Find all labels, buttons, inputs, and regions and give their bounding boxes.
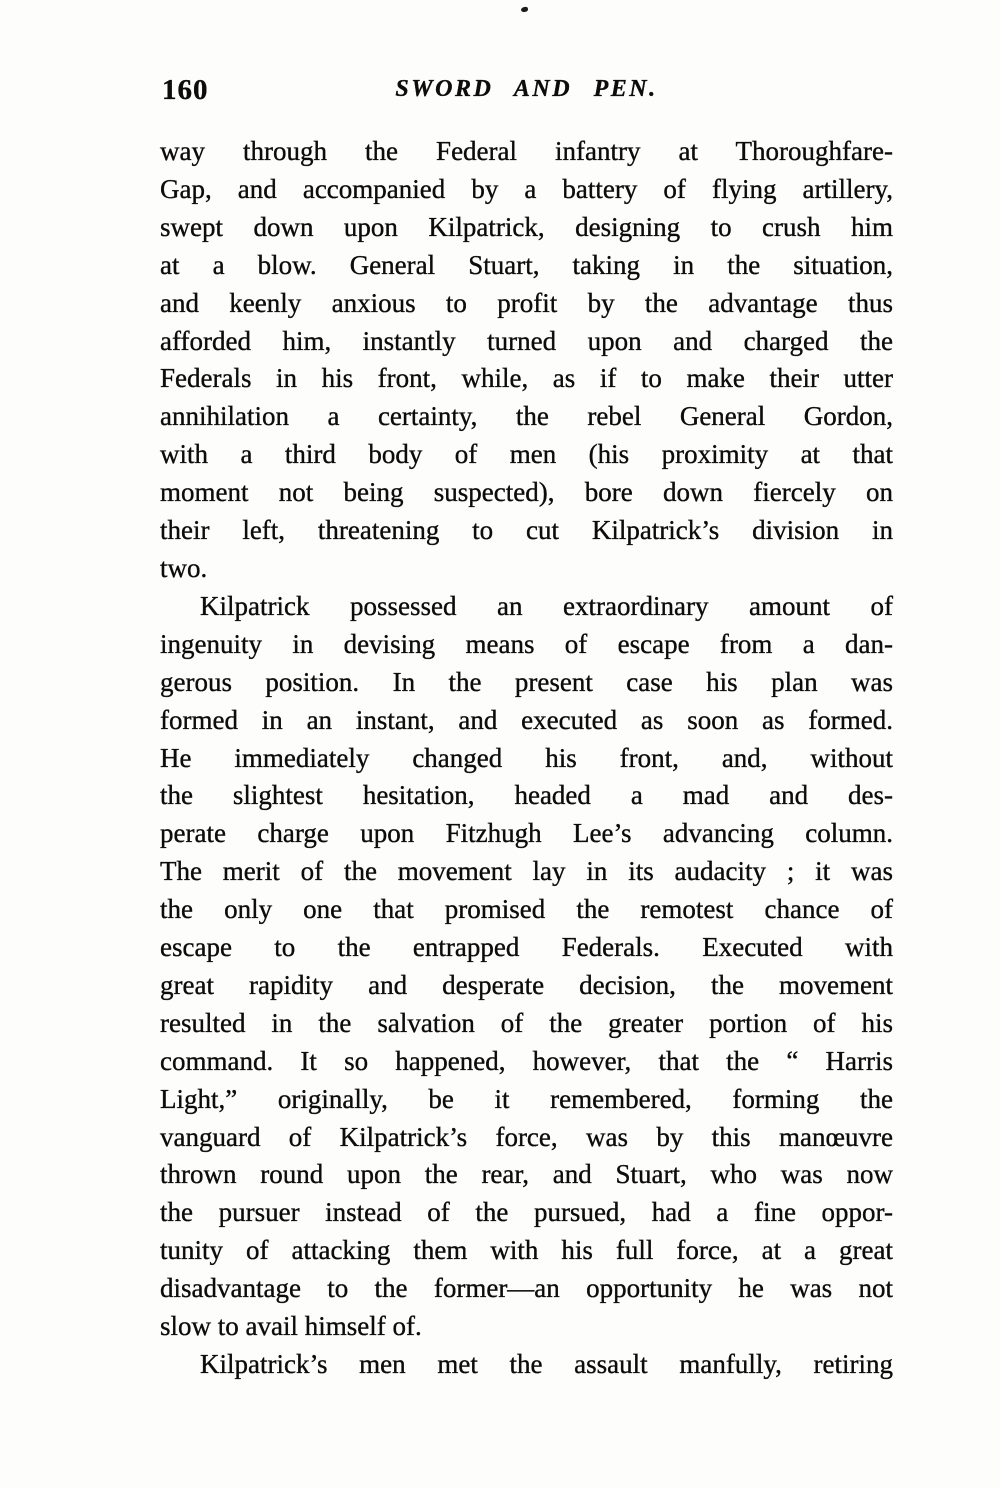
text-line: perate charge upon Fitzhugh Lee’s advancing column. <box>160 818 893 849</box>
text-line: afforded him, instantly turned upon and charged the <box>160 325 893 356</box>
text-line: swept down upon Kilpatrick, designing to crush him <box>160 211 893 242</box>
text-line: with a third body of men (his proximity at that <box>160 439 893 470</box>
text-line: Kilpatrick’s men met the assault manfully, retiring <box>200 1349 893 1379</box>
text-line: the slightest hesitation, headed a mad and des- <box>160 780 893 811</box>
text-line: slow to avail himself of. <box>160 1311 422 1342</box>
text-line: the only one that promised the remotest chance of <box>160 894 893 925</box>
text-line: tunity of attacking them with his full force, at a great <box>160 1235 893 1266</box>
text-line: great rapidity and desperate decision, the movement <box>160 969 893 1000</box>
text-line: formed in an instant, and executed as soon as formed. <box>160 704 893 735</box>
text-line: ingenuity in devising means of escape from a dan- <box>160 628 893 659</box>
text-line: Kilpatrick possessed an extraordinary amount of <box>200 590 893 621</box>
text-line: moment not being suspected), bore down fiercely on <box>160 477 893 508</box>
text-line: at a blow. General Stuart, taking in the situation, <box>160 249 893 280</box>
text-line: two. <box>160 552 208 583</box>
text-line: Federals in his front, while, as if to make their utter <box>160 363 893 394</box>
text-line: annihilation a certainty, the rebel General Gordon, <box>160 401 893 432</box>
text-line: gerous position. In the present case his plan was <box>160 666 893 697</box>
text-line: disadvantage to the former—an opportunity he was not <box>160 1273 893 1304</box>
text-line: Light,” originally, be it remembered, forming the <box>160 1083 893 1114</box>
text-line: command. It so happened, however, that the “ Harris <box>160 1045 893 1076</box>
text-line: the pursuer instead of the pursued, had a fine oppor- <box>160 1197 893 1228</box>
running-head <box>160 74 893 114</box>
text-line: and keenly anxious to profit by the advantage thus <box>160 287 893 318</box>
text-line: thrown round upon the rear, and Stuart, who was now <box>160 1159 893 1190</box>
print-artifact-dot <box>521 7 529 13</box>
text-line: their left, threatening to cut Kilpatrick’s division in <box>160 515 893 546</box>
text-line: escape to the entrapped Federals. Executed with <box>160 932 893 963</box>
running-title: SWORD AND PEN. <box>395 76 658 102</box>
text-line: Gap, and accompanied by a battery of flying artillery, <box>160 173 893 204</box>
text-line: The merit of the movement lay in its audacity ; it was <box>160 856 893 887</box>
text-line: resulted in the salvation of the greater portion of his <box>160 1007 893 1038</box>
text-line: vanguard of Kilpatrick’s force, was by this manœuvre <box>160 1121 893 1152</box>
text-line: way through the Federal infantry at Thoroughfare- <box>160 136 893 166</box>
text-line: He immediately changed his front, and, without <box>160 742 893 773</box>
page-number: 160 <box>162 74 209 106</box>
page-body <box>160 133 893 1384</box>
